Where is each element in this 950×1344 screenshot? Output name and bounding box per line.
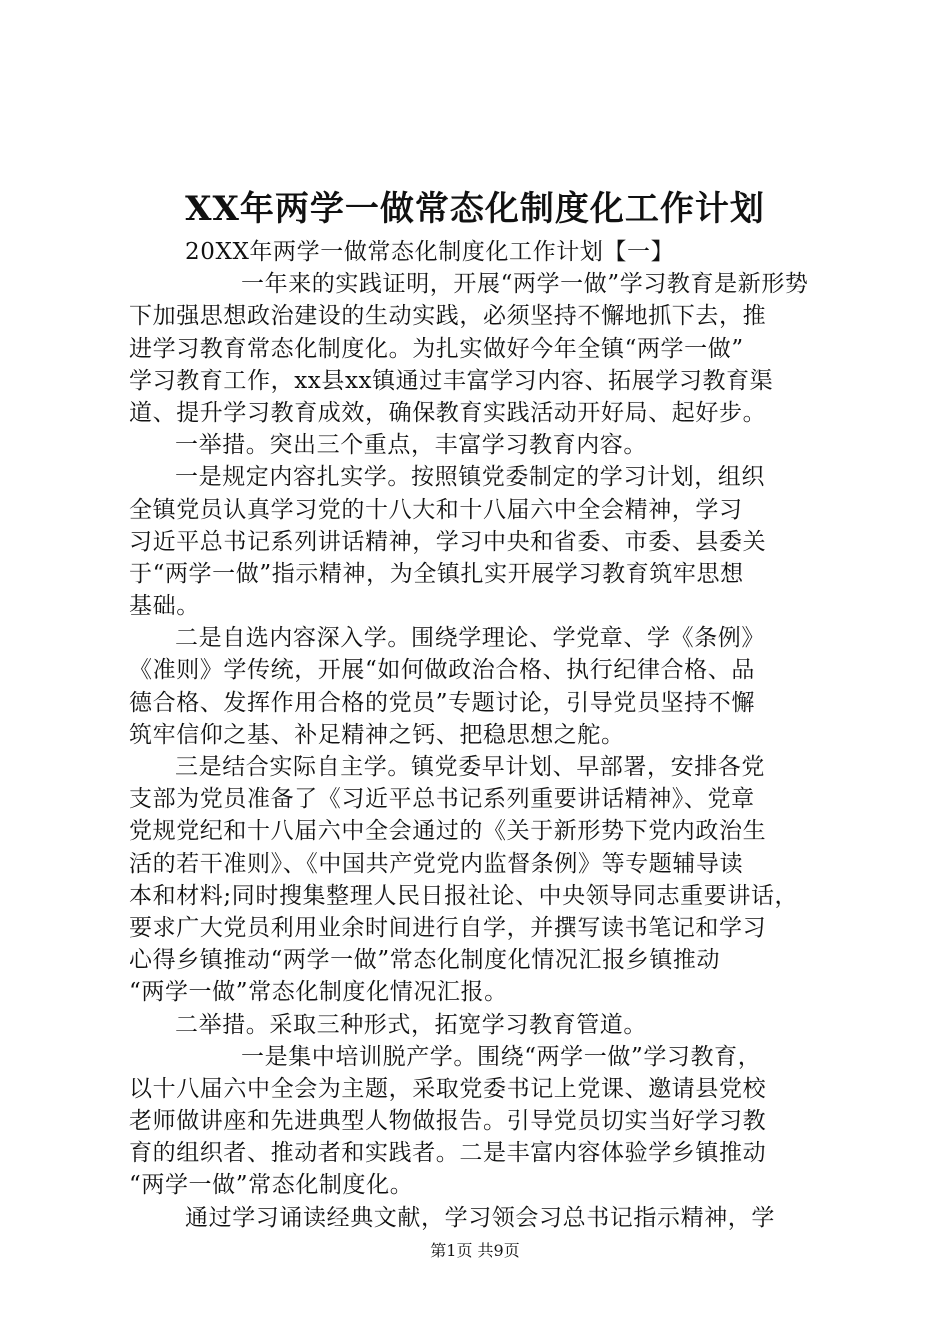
paragraph-line: 进学习教育常态化制度化。为扎实做好今年全镇“两学一做” [129,335,744,362]
paragraph-line: 于“两学一做”指示精神，为全镇扎实开展学习教育筑牢思想 [129,560,744,587]
paragraph-line: 德合格、发挥作用合格的党员”专题讨论，引导党员坚持不懈 [129,689,755,716]
document-title: XX年两学一做常态化制度化工作计划 [185,189,765,229]
paragraph-line: 通过学习诵读经典文献，学习领会习总书记指示精神，学 [185,1204,775,1231]
paragraph-line: 育的组织者、推动者和实践者。二是丰富内容体验学乡镇推动 [129,1140,767,1167]
paragraph-line: 一举措。突出三个重点，丰富学习教育内容。 [175,432,647,459]
paragraph-line: 《准则》学传统，开展“如何做政治合格、执行纪律合格、品 [129,657,755,684]
document-body [129,236,829,1234]
paragraph-line: 老师做讲座和先进典型人物做报告。引导党员切实当好学习教 [129,1108,767,1135]
paragraph-line: 本和材料;同时搜集整理人民日报社论、中央领导同志重要讲话， [129,882,799,909]
paragraph-line: 心得乡镇推动“两学一做”常态化制度化情况汇报乡镇推动 [129,947,721,974]
paragraph-line: 以十八届六中全会为主题，采取党委书记上党课、邀请县党校 [129,1075,767,1102]
paragraph-line: 习近平总书记系列讲话精神，学习中央和省委、市委、县委关 [129,528,767,555]
paragraph-line: 下加强思想政治建设的生动实践，必须坚持不懈地抓下去，推 [129,303,767,330]
paragraph-line: 支部为党员准备了《习近平总书记系列重要讲话精神》、党章 [129,786,755,813]
paragraph-line: 活的若干准则》、《中国共产党党内监督条例》等专题辅导读 [129,850,744,877]
page-number-footer: 第1页 共9页 [430,1241,520,1260]
paragraph-line: 党规党纪和十八届六中全会通过的《关于新形势下党内政治生 [129,818,767,845]
paragraph-line: 一是集中培训脱产学。围绕“两学一做”学习教育， [241,1043,762,1070]
paragraph-line: 道、提升学习教育成效，确保教育实践活动开好局、起好步。 [129,399,767,426]
paragraph-line: “两学一做”常态化制度化情况汇报。 [129,979,508,1006]
paragraph-line: 要求广大党员利用业余时间进行自学，并撰写读书笔记和学习 [129,914,767,941]
paragraph-line: 学习教育工作，xx县xx镇通过丰富学习内容、拓展学习教育渠 [129,367,774,394]
paragraph-line: 三是结合实际自主学。镇党委早计划、早部署，安排各党 [175,754,765,780]
section-heading: 20XX年两学一做常态化制度化工作计划【一】 [185,239,675,265]
paragraph-line: 二是自选内容深入学。围绕学理论、学党章、学《条例》 [175,625,765,652]
paragraph-line: “两学一做”常态化制度化。 [129,1172,414,1199]
paragraph-line: 全镇党员认真学习党的十八大和十八届六中全会精神，学习 [129,496,743,523]
paragraph-line: 二举措。采取三种形式，拓宽学习教育管道。 [175,1011,647,1038]
paragraph-line: 基础。 [129,593,200,620]
paragraph-line: 筑牢信仰之基、补足精神之钙、把稳思想之舵。 [129,721,625,748]
paragraph-line: 一年来的实践证明，开展“两学一做”学习教育是新形势 [241,271,809,298]
paragraph-line: 一是规定内容扎实学。按照镇党委制定的学习计划，组织 [175,464,765,491]
